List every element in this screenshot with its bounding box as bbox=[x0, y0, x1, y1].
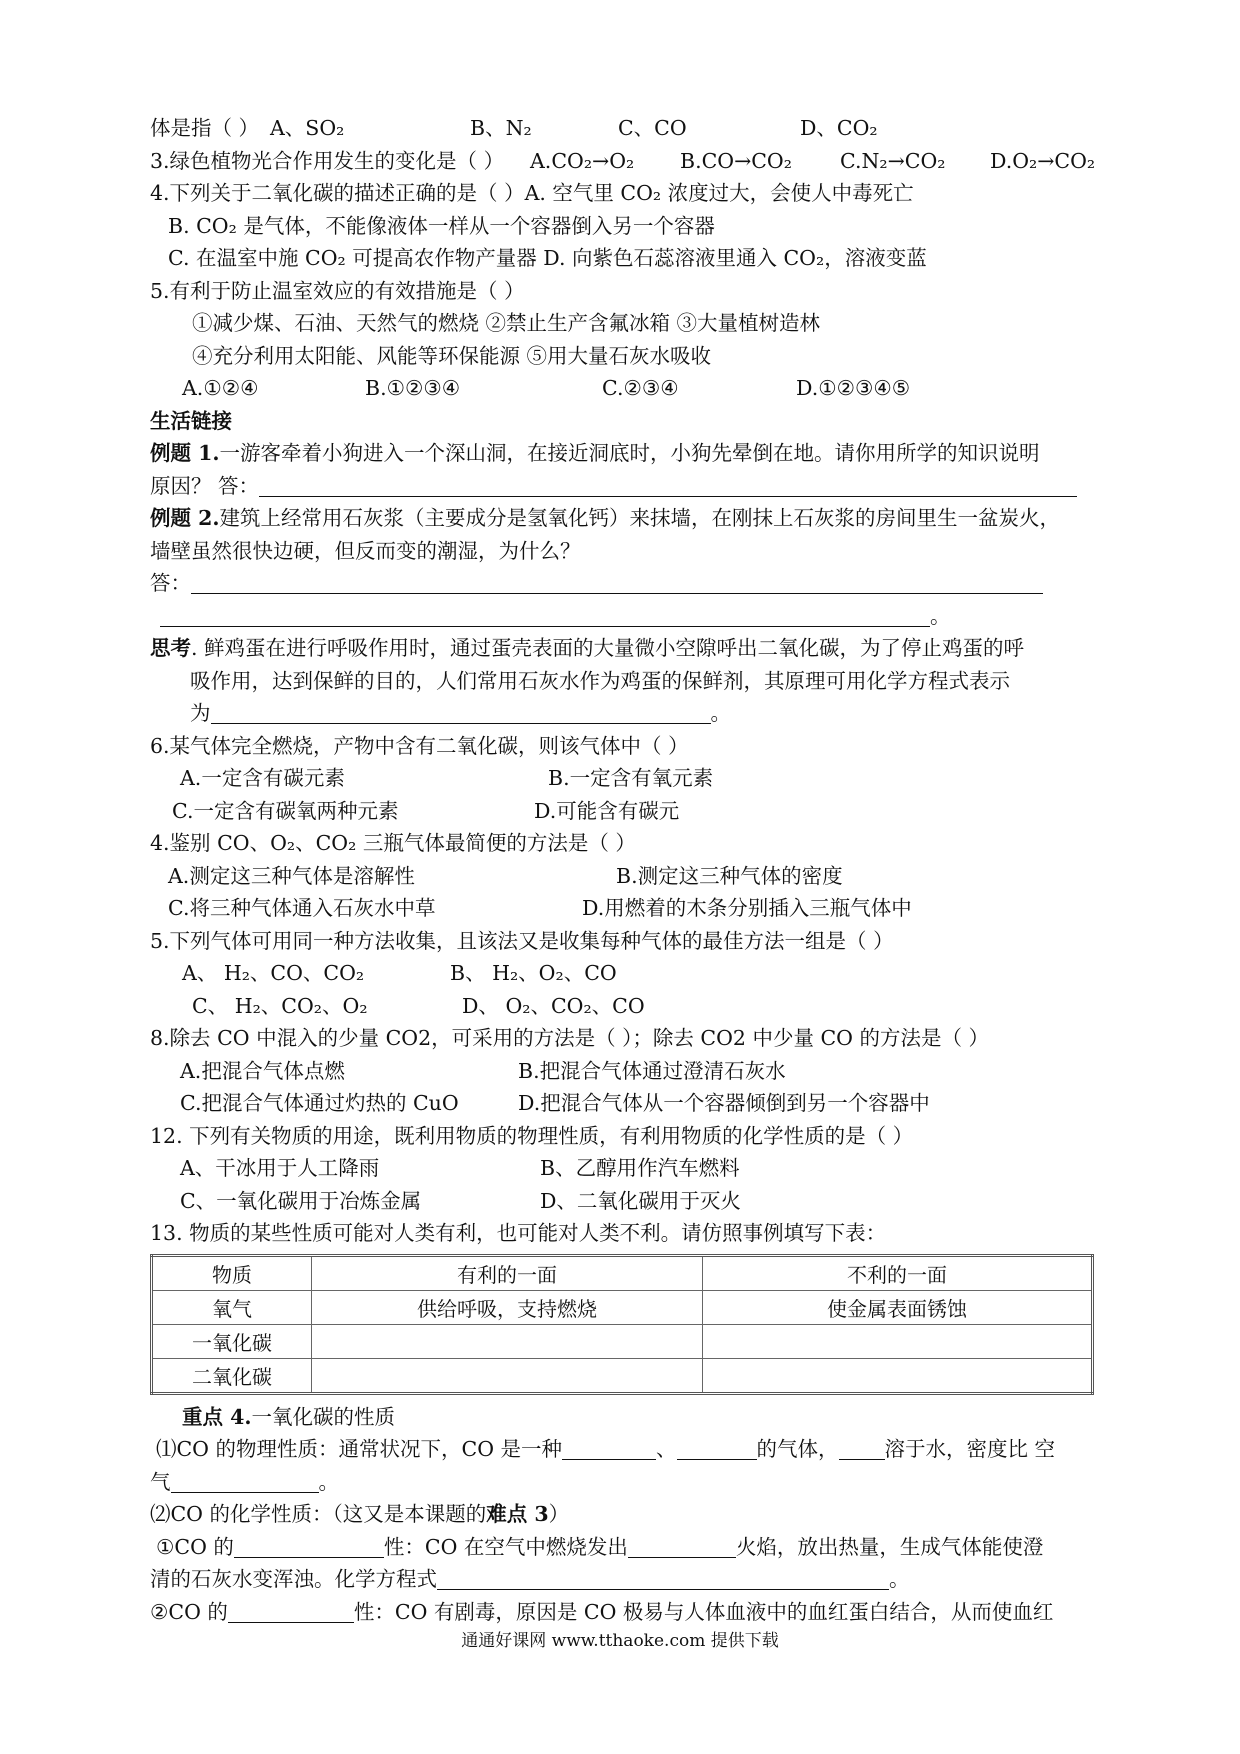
q5b-options-cd: C、 H₂、CO₂、O₂ D、 O₂、CO₂、CO bbox=[192, 993, 645, 1018]
example-1-answer: 原因？ 答： bbox=[150, 470, 1100, 503]
property-table bbox=[150, 1254, 1094, 1395]
q5-measures-2: ④充分利用太阳能、风能等环保能源 ⑤用大量石灰水吸收 bbox=[192, 343, 712, 368]
q8-options-ab: A.把混合气体点燃 B.把混合气体通过澄清石灰水 bbox=[180, 1058, 786, 1083]
table-cell: 一氧化碳 bbox=[152, 1324, 312, 1358]
q12-line: 12. 下列有关物质的用途，既利用物质的物理性质，有利用物质的化学性质的是（ ） bbox=[150, 1123, 914, 1148]
example-2-answer: 答： bbox=[150, 567, 1100, 600]
q12-options-cd: C、一氧化碳用于冶炼金属 D、二氧化碳用于灭火 bbox=[180, 1188, 741, 1213]
q8-options-cd: C.把混合气体通过灼热的 CuO D.把混合气体从一个容器倾倒到另一个容器中 bbox=[180, 1091, 930, 1115]
worksheet bbox=[150, 112, 1100, 1628]
q-gas-line: 体是指（ ） A、SO₂ B、N₂ C、CO D、CO₂ bbox=[150, 116, 878, 140]
think-answer: 为 。 bbox=[190, 701, 731, 725]
co-physical-cont: 气 。 bbox=[150, 1469, 339, 1494]
q6-options-cd: C.一定含有碳氧两种元素 D.可能含有碳元 bbox=[172, 798, 680, 823]
page-footer: 通通好课网 www.tthaoke.com 提供下载 bbox=[461, 1631, 779, 1651]
q4b-line: 4.鉴别 CO、O₂、CO₂ 三瓶气体最简便的方法是（ ） bbox=[150, 831, 636, 855]
example-2-cont: 墙壁虽然很快边硬，但反而变的潮湿，为什么？ bbox=[150, 538, 581, 563]
fill-blank[interactable] bbox=[228, 1600, 354, 1623]
co-toxicity: ②CO 的 性：CO 有剧毒，原因是 CO 极易与人体血液中的血红蛋白结合，从而使血红 bbox=[150, 1599, 1054, 1624]
co-physical: ⑴CO 的物理性质：通常状况下，CO 是一种 、 的气体， 溶于水，密度比 空 bbox=[156, 1437, 1056, 1461]
equation-blank[interactable] bbox=[211, 701, 711, 724]
example-2-answer-2: 。 bbox=[150, 600, 1100, 633]
example-1: 例题 1.一游客牵着小狗进入一个深山洞，在接近洞底时，小狗先晕倒在地。请你用所学的知识说明 bbox=[150, 441, 1040, 465]
table-header-row bbox=[152, 1255, 1093, 1290]
co-combustibility: ①CO 的 性：CO 在空气中燃烧发出 火焰，放出热量，生成气体能使澄 bbox=[156, 1534, 1044, 1559]
table-cell: 氧气 bbox=[152, 1290, 312, 1324]
table-header: 物质 bbox=[152, 1255, 312, 1290]
fill-blank[interactable] bbox=[839, 1437, 885, 1460]
table-row bbox=[152, 1358, 1093, 1393]
table-cell[interactable] bbox=[312, 1358, 703, 1393]
q8-line: 8.除去 CO 中混入的少量 CO2，可采用的方法是（ ）；除去 CO2 中少量 CO 的方法是（ ） bbox=[150, 1026, 990, 1050]
q4-option-cd: C. 在温室中施 CO₂ 可提高农作物产量器 D. 向紫色石蕊溶液里通入 CO₂，溶液变蓝 bbox=[168, 246, 927, 270]
table-header: 有利的一面 bbox=[312, 1255, 703, 1290]
key-point-4: 重点 4.一氧化碳的性质 bbox=[182, 1404, 396, 1429]
think: 思考. 鲜鸡蛋在进行呼吸作用时，通过蛋壳表面的大量微小空隙呼出二氧化碳，为了停止鸡蛋的呼 bbox=[150, 636, 1025, 660]
q4b-options-ab: A.测定这三种气体是溶解性 B.测定这三种气体的密度 bbox=[168, 863, 843, 888]
answer-blank[interactable] bbox=[191, 571, 1043, 594]
q5-line: 5.有利于防止温室效应的有效措施是（ ） bbox=[150, 278, 525, 303]
q5b-line: 5.下列气体可用同一种方法收集，且该法又是收集每种气体的最佳方法一组是（ ） bbox=[150, 928, 894, 953]
table-cell[interactable] bbox=[312, 1324, 703, 1358]
equation-blank[interactable] bbox=[437, 1567, 889, 1590]
table-cell: 二氧化碳 bbox=[152, 1358, 312, 1393]
q4b-options-cd: C.将三种气体通入石灰水中草 D.用燃着的木条分别插入三瓶气体中 bbox=[168, 896, 912, 920]
section-life-link: 生活链接 bbox=[150, 408, 232, 433]
q6-options-ab: A.一定含有碳元素 B.一定含有氧元素 bbox=[180, 766, 714, 790]
table-cell[interactable] bbox=[703, 1358, 1093, 1393]
table-cell: 供给呼吸，支持燃烧 bbox=[312, 1290, 703, 1324]
table-cell[interactable] bbox=[703, 1324, 1093, 1358]
q4-option-b: B. CO₂ 是气体，不能像液体一样从一个容器倒入另一个容器 bbox=[168, 213, 715, 238]
fill-blank[interactable] bbox=[234, 1535, 384, 1558]
q6-line: 6.某气体完全燃烧，产物中含有二氧化碳，则该气体中（ ） bbox=[150, 733, 689, 758]
table-header: 不利的一面 bbox=[703, 1255, 1093, 1290]
q4-line: 4.下列关于二氧化碳的描述正确的是（ ）A. 空气里 CO₂ 浓度过大，会使人中毒死亡 bbox=[150, 181, 914, 205]
table-cell: 使金属表面锈蚀 bbox=[703, 1290, 1093, 1324]
co-combustibility-cont: 清的石灰水变浑浊。化学方程式 。 bbox=[150, 1567, 910, 1591]
fill-blank[interactable] bbox=[628, 1535, 736, 1558]
fill-blank[interactable] bbox=[171, 1470, 319, 1493]
q5-measures-1: ①减少煤、石油、天然气的燃烧 ②禁止生产含氟冰箱 ③大量植树造林 bbox=[192, 311, 821, 335]
q12-options-ab: A、干冰用于人工降雨 B、乙醇用作汽车燃料 bbox=[180, 1156, 740, 1180]
answer-blank[interactable] bbox=[259, 474, 1077, 497]
co-chemical: ⑵CO 的化学性质：（这又是本课题的难点 3） bbox=[150, 1502, 570, 1526]
fill-blank[interactable] bbox=[562, 1437, 656, 1460]
think-cont: 吸作用，达到保鲜的目的，人们常用石灰水作为鸡蛋的保鲜剂，其原理可用化学方程式表示 bbox=[190, 668, 1010, 693]
example-2: 例题 2.建筑上经常用石灰浆（主要成分是氢氧化钙）来抹墙，在刚抹上石灰浆的房间里生一盆炭火， bbox=[150, 506, 1061, 530]
q13-line: 13. 物质的某些性质可能对人类有利，也可能对人类不利。请仿照事例填写下表： bbox=[150, 1221, 887, 1245]
answer-blank[interactable] bbox=[160, 604, 930, 627]
table-row bbox=[152, 1290, 1093, 1324]
table-row bbox=[152, 1324, 1093, 1358]
fill-blank[interactable] bbox=[677, 1437, 757, 1460]
q3-line: 3.绿色植物光合作用发生的变化是（ ） A.CO₂→O₂ B.CO→CO₂ C.N₂→CO₂ D.O₂→CO₂ bbox=[150, 148, 1096, 173]
q5-options: A.①②④ B.①②③④ C.②③④ D.①②③④⑤ bbox=[182, 376, 911, 400]
q5b-options-ab: A、 H₂、CO、CO₂ B、 H₂、O₂、CO bbox=[182, 961, 617, 985]
